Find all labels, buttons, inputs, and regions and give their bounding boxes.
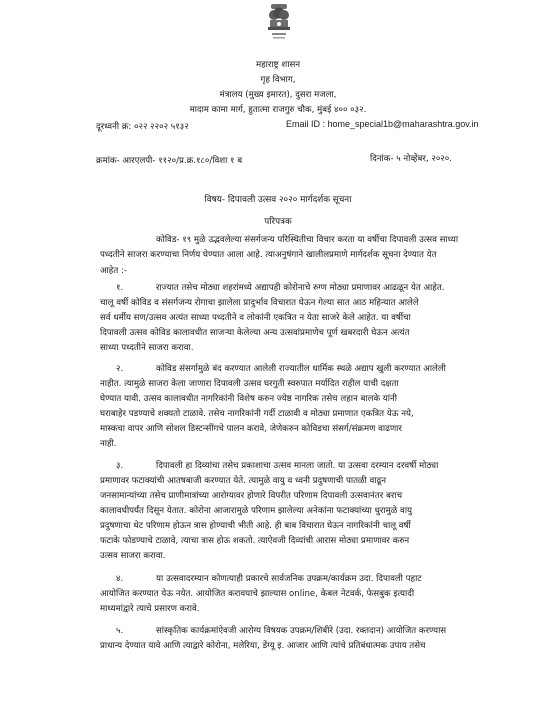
point-line: प्रमाणावर फटाक्यांची आतषबाजी करण्यात येते. त्यामुळे वायु व ध्वनी प्रदुषणाची पातळी वाढून	[100, 476, 387, 486]
point-number: ३.	[116, 461, 124, 471]
point-number: २.	[116, 364, 124, 374]
point-line: दिपावली हा दिव्यांचा तसेच प्रकाशाचा उत्सव मानला जातो. या उत्सवा दरम्यान दरवर्षी मोठ्या	[156, 461, 439, 471]
ministry-heading: महाराष्ट्र शासन	[255, 60, 301, 70]
point-line: नाहीत. त्यामुळे साजरा केला जाणारा दिपावली उत्सव घरगुती स्वरुपात मर्यादित राहील याची दक्षता	[100, 379, 399, 389]
reference-number: क्रमांक- आरएलपी- ११२०/प्र.क्र.१८०/विशा १ ब	[96, 156, 243, 166]
intro-line: पध्दतीने साजरा करण्याचा निर्णय घेण्यात आला आहे. त्याअनुषंगाने खालीलप्रमाणे मार्गदर्शक सूचना देण्यात येत	[100, 250, 437, 260]
point-line: सर्व धर्मीय सण/उत्सव अत्यंत साध्या पध्दतीने व लोकांनी एकत्रित न येता साजरे केले आहेत. या वर्षीचा	[100, 313, 411, 323]
intro-line: आहेत :-	[100, 266, 127, 276]
phone-number: दूरध्वनी क्र: ०२२ २२०२ ५१३२	[96, 122, 189, 132]
point-line: या उत्सवादरम्यान कोणत्याही प्रकारचे सार्वजनिक उपक्रम/कार्यक्रम उदा. दिपावली पहाट	[156, 574, 422, 584]
point-line: साध्या पध्दतीने साजरा करावा.	[100, 343, 194, 353]
point-line: नाही.	[100, 439, 117, 449]
point-line: राज्यात तसेच मोठ्या शहरांमध्ये अद्यापही कोरोनाचे रुग्ण मोठ्या प्रमाणावर आढळून येत आहेत.	[156, 283, 445, 293]
point-line: फटाके फोडण्याचे टाळावे, त्याचा त्रास होऊ शकतो. त्याऐवजी दिव्यांची आरास मोठ्या प्रमाणावर करुन	[100, 536, 410, 546]
point-line: सांस्कृतिक कार्यक्रमांऐवजी आरोग्य विषयक उपक्रम/शिबीरे (उदा. रक्तदान) आयोजित करण्यास	[156, 626, 447, 636]
intro-line: कोविड- १९ मुळे उद्भवलेल्या संसर्गजन्य परिस्थितीचा विचार करता या वर्षीचा दिपावली उत्सव साध्या	[156, 235, 459, 245]
state-emblem-icon	[262, 2, 296, 46]
address-line-1: मंत्रालय (मुख्य इमारत), दुसरा मजला,	[219, 90, 337, 100]
point-line: घराबाहेर पडण्याचे शक्यतो टाळावे. तसेच नागरिकांनी गर्दी टाळावी व मोठ्या प्रमाणात एकत्रित येऊ नये,	[100, 409, 414, 419]
department-heading: गृह विभाग,	[260, 75, 296, 85]
point-number: ५.	[116, 626, 124, 636]
point-line: जनसामान्यांच्या तसेच प्राणीमात्रांच्या आरोग्यावर होणारे विपरीत परिणाम दिपावली उत्सवानंतर बराच	[100, 491, 403, 501]
point-line: प्राधान्य देण्यात यावे आणि त्याद्वारे कोरोना, मलेरिया, डेंग्यू इ. आजार आणि त्यांचे प्रतिबंधात्मक उपाय तसेच	[100, 641, 426, 651]
point-line: आयोजित करण्यात येऊ नयेत. आयोजित करावयाचे झाल्यास online, केबल नेटवर्क, फेसबुक इत्यादी	[100, 589, 415, 599]
email-id: Email ID : home_special1b@maharashtra.gov.in	[286, 119, 479, 129]
point-line: दिपावली उत्सव कोविड कालावधीत साजऱ्या केलेल्या अन्य उत्सवांप्रमाणेच पूर्ण खबरदारी घेऊन अत्यंत	[100, 328, 410, 338]
circular-label: परिपत्रक	[264, 217, 292, 227]
point-line: घेण्यात यावी. उत्सव कालावधीत नागरिकांनी विशेष करुन ज्येष्ठ नागरिक तसेच लहान बालके यांनी	[100, 394, 397, 404]
point-line: माध्यमांद्वारे त्याचे प्रसारण करावे.	[100, 604, 200, 614]
point-number: १.	[116, 283, 124, 293]
circular-date: दिनांक- ५ नोव्हेंबर, २०२०.	[370, 154, 452, 164]
point-line: मास्कचा वापर आणि सोशल डिस्टन्सींगचे पालन करावे, जेणेकरुन कोविडचा संसर्ग/संक्रमण वाढणार	[100, 424, 402, 434]
point-line: चालू वर्षी कोविड व संसर्गजन्य रोगाचा झालेला प्रादुर्भाव विचारात घेऊन गेल्या सात आठ महिन्यात आलेले	[100, 298, 419, 308]
address-line-2: मादाम कामा मार्ग, हुतात्मा राजगुरु चौक, मुंबई ४०० ०३२.	[189, 105, 367, 115]
point-line: उत्सव साजरा करावा.	[100, 551, 166, 561]
point-line: कोविड संसर्गामुळे बंद करण्यात आलेली राज्यातील धार्मिक स्थळे अद्याप खुली करण्यात आलेली	[156, 364, 446, 374]
point-number: ४.	[116, 574, 124, 584]
subject-line: विषय- दिपावली उत्सव २०२० मार्गदर्शक सूचना	[204, 195, 352, 205]
point-line: कालावधीपर्यंत दिसून येतात. कोरोना आजारामुळे परिणाम झालेल्या अनेकांना फटाक्यांच्या धुरामुळे वायु	[100, 506, 413, 516]
point-line: प्रदुषणाचा थेट परिणाम होऊन त्रास होण्याची भीती आहे. ही बाब विचारात घेऊन नागरिकांनी चालू वर्षी	[100, 521, 411, 531]
